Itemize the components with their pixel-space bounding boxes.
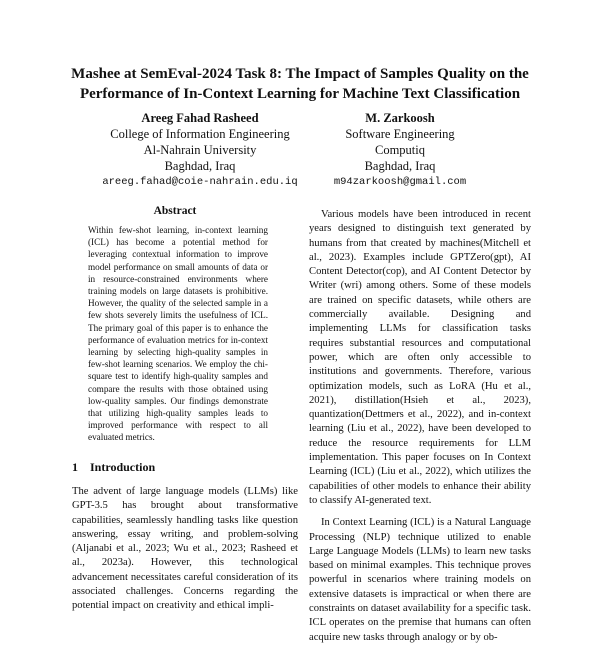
author-block-2 [300,110,500,190]
introduction-text: The advent of large language models (LLMs) like GPT-3.5 has brought about transformative capabilities, seamlessly handling tasks like question answering, essay writing, and problem-solving (Aljanabi et al., 2023; Wu et al., 2023; Rasheed et al., 2023a). However, this technological advancement necessitates careful consideration of its associated challenges. Concerns regarding the potential impact on creativity and ethical impli- [72,486,298,612]
author-location: Baghdad, Iraq [364,159,436,173]
author-institution: Al-Nahrain University [143,143,257,157]
author-location: Baghdad, Iraq [164,159,236,173]
paper-title: Mashee at SemEval-2024 Task 8: The Impact of Samples Quality on the Performance of In-Context Learning for Machine Text Classification [71,66,529,102]
author-name: Areeg Fahad Rasheed [141,111,259,125]
right-column [309,208,531,653]
paragraph: Various models have been introduced in recent years designed to distinguish text generated by humans from that created by machines(Mitchell et al., 2023). Examples include GPTZero(gpt), AI Content Detector(cop), and AI Content Detector by Writer (wri) among others. Some of these models are trained on specific datasets, while others are commercially available. Designing and implementing LLMs for classification tasks requires substantial resources and computational power, which are often only accessible to institutions and governments. Therefore, various optimization models, such as LoRA (Hu et al., 2021), distillation(Hsieh et al., 2023), quantization(Dettmers et al., 2022), and in-context learning (Liu et al., 2022), have been developed to reduce the resource requirements for LLM implementation. This paper focuses on In Context Learning (ICL) (Liu et al., 2022), which utilizes the capabilities of other models to enhance their ability to classify AI-generated text. [309,209,531,506]
paragraph: In Context Learning (ICL) is a Natural Language Processing (NLP) technique utilized to enable Large Language Models (LLMs) to learn new tasks based on minimal examples. This technique proves powerful in scenarios where training models on extensive datasets is impractical or when there are constraints on dataset availability for a specific task. ICL operates on the premise that humans can often acquire new tasks through analogy or by ob- [309,517,531,643]
author-affiliation: College of Information Engineering [110,127,290,141]
section-heading-introduction [72,460,155,475]
section-title: Introduction [90,460,156,474]
section-number: 1 [72,460,78,474]
author-email: areeg.fahad@coie-nahrain.edu.iq [102,176,298,188]
author-affiliation: Software Engineering [345,127,455,141]
author-block-1 [80,110,320,190]
author-institution: Computiq [374,143,425,157]
author-name: M. Zarkoosh [365,111,435,125]
abstract-text: Within few-shot learning, in-context learning (ICL) has become a potential method for leveraging contextual information to improve model performance on small amounts of data or in resource-constrained environments where training models on large datasets is prohibitive. However, the quality of the selected sample in a few shots severely limits the usefulness of ICL. The primary goal of this paper is to enhance the performance of evaluation metrics for in-context learning by selecting high-quality samples in few-shot learning scenarios. We employ the chi-square test to identify high-quality samples and compare the results with those obtained using low-quality samples. Our findings demonstrate that utilizing high-quality samples leads to improved performance with respect to all evaluated metrics. [88,225,268,443]
author-email: m94zarkoosh@gmail.com [333,176,467,188]
abstract-heading: Abstract [153,205,197,217]
